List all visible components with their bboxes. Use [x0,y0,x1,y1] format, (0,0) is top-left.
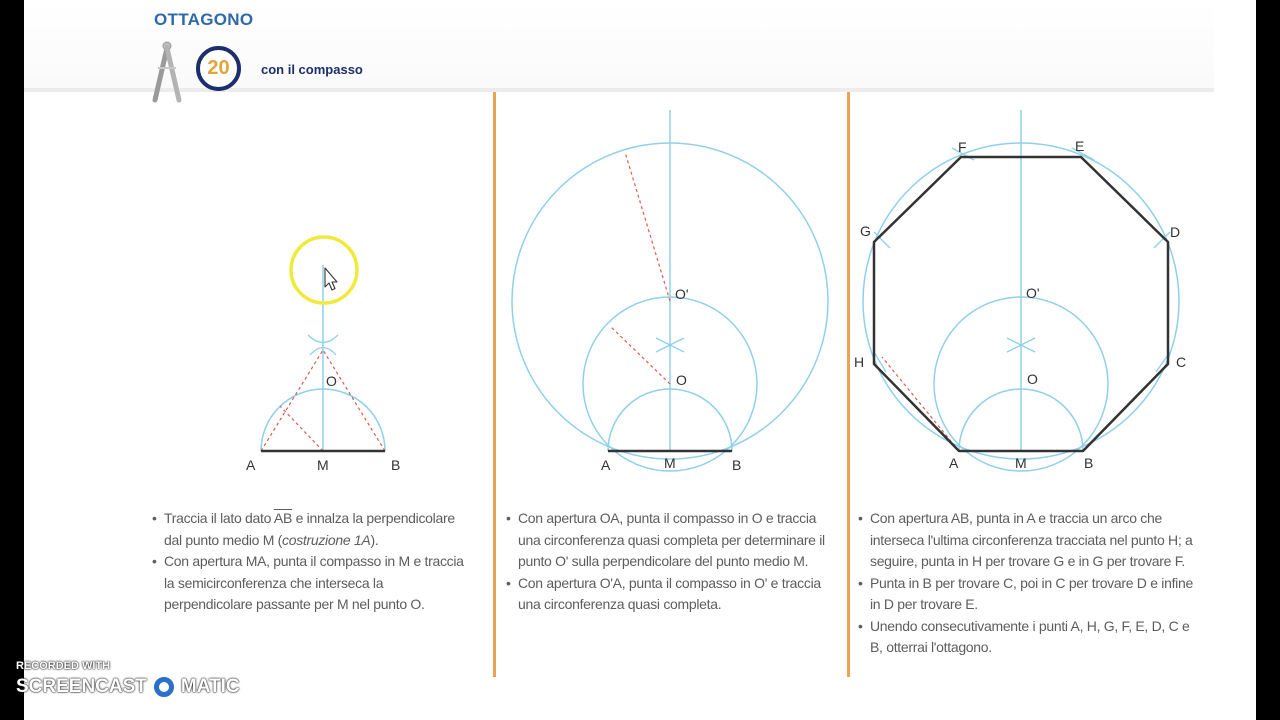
caption-text: ). [370,531,379,548]
fig2-red-dashed-1 [610,326,670,384]
figure-1 [246,265,400,473]
caption-step-1-bullet-1 [152,508,472,551]
fig1-red-dashed-3 [280,406,323,451]
fig3-label-o: O [1027,371,1038,387]
textbook-page [24,0,1256,720]
segment-ab-notation: $\overline{AB}$ [273,510,292,526]
fig3-label-c: C [1176,354,1187,370]
watermark-brand-right: MATIC [180,676,240,697]
fig1-label-b: B [391,457,401,473]
caption-step-3 [858,508,1198,659]
fig2-red-dashed-2 [625,152,670,301]
fig3-label-f: F [958,139,967,155]
figure-2 [512,110,828,473]
fig3-label-d: D [1170,224,1181,240]
caption-step-1-bullet-2: • Con apertura MA, punta il compasso in M e traccia la semicirconferenza che interseca la perpendicolare passante per M nel punto O. [152,551,472,616]
watermark-line-2 [16,674,240,700]
screencast-logo-icon [151,674,177,700]
fig2-label-m: M [664,455,676,471]
fig1-red-dashed-2 [323,350,385,451]
fig3-red-dashed-1 [882,357,959,451]
caption-step-3-bullet-1: • Con apertura AB, punta in A e traccia un arco che interseca l'ultima circonferenza tracciata nel punto H; a seguire, punta in H per trovare G e in G per trovare F. [858,508,1198,573]
fig2-label-a: A [601,457,611,473]
fig1-label-m: M [317,457,329,473]
construction-figures [24,0,1256,500]
caption-text: e innalza la perpendicolare dal punto medio M ( [164,510,455,548]
mouse-cursor-icon [325,268,337,290]
caption-step-2-bullet-1: • Con apertura OA, punta il compasso in O e traccia una circonferenza quasi completa per determinare il punto O' sulla perpendicolare del punto medio M. [506,508,836,573]
fig2-label-o-prime: O' [675,286,689,302]
caption-reference: costruzione 1A [282,531,371,548]
watermark-line-1: RECORDED WITH [16,660,111,672]
fig3-label-h: H [854,354,865,370]
fig3-label-e: E [1075,138,1085,154]
construction-number: 20 [207,57,230,79]
fig1-label-a: A [246,457,256,473]
caption-step-2 [506,508,836,616]
caption-step-1 [152,508,472,616]
fig1-label-o: O [326,373,337,389]
fig3-label-m: M [1015,455,1027,471]
caption-step-2-bullet-2: • Con apertura O'A, punta il compasso in O' e traccia una circonferenza quasi completa. [506,573,836,616]
fig2-label-b: B [732,457,742,473]
caption-text: Traccia il lato dato [164,510,274,526]
cursor-highlight [291,237,357,303]
fig1-red-dashed-1 [261,350,323,451]
fig3-label-o-prime: O' [1026,285,1040,301]
fig2-label-o: O [676,372,687,388]
page-subtitle: con il compasso [261,62,363,77]
fig3-label-a: A [949,455,959,471]
caption-step-3-bullet-2: • Punta in B per trovare C, poi in C per trovare D e infine in D per trovare E. [858,573,1198,616]
caption-step-3-bullet-3: • Unendo consecutivamente i punti A, H, G, F, E, D, C e B, otterrai l'ottagono. [858,616,1198,659]
fig3-label-g: G [860,223,871,239]
watermark-brand-left: SCREENCAST [16,676,147,697]
figure-3 [854,110,1186,471]
fig3-label-b: B [1084,455,1094,471]
page-title: OTTAGONO [154,10,254,29]
recording-watermark [16,660,240,700]
